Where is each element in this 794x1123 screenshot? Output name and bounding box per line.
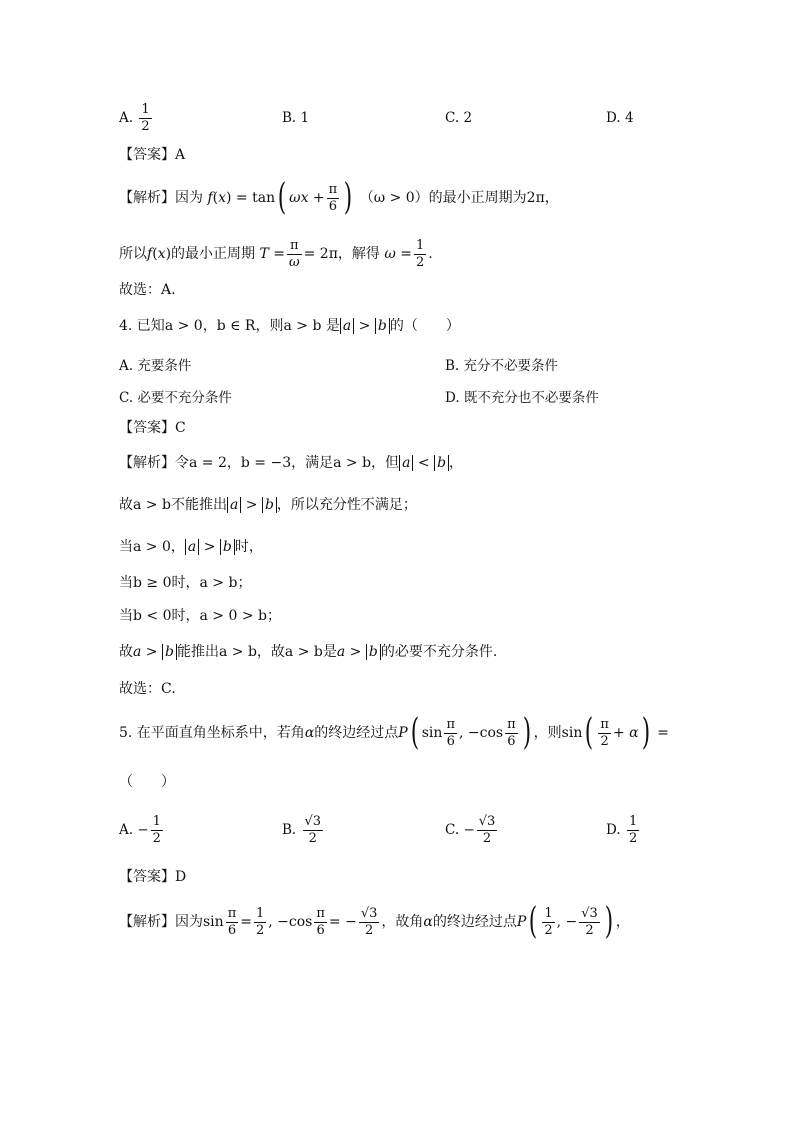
q4-analysis-line4: 当b ≥ 0时，a > b；: [119, 575, 252, 591]
fraction: $\frac{1}{2}$: [141, 102, 150, 134]
q5-answer: 【答案】D: [119, 869, 187, 885]
q4-option-a: A. 充要条件: [119, 358, 192, 374]
q4-answer: 【答案】C: [119, 420, 186, 436]
q4-analysis-line5: 当b < 0时，a > 0 > b；: [119, 608, 281, 624]
q4-stem: 4. 已知a > 0，b ∈ R，则a > b 是 a > b 的（ ）: [119, 318, 460, 334]
q3-analysis-line1: 【解析】因为 f(x) = tan( ωx + $\frac{\pi}{6}$ ) （ω > 0）的最小正周期为2π，: [119, 177, 559, 218]
q3-option-c: C. 2: [445, 110, 473, 126]
q4-analysis-line3: 当a > 0， a > b 时，: [119, 539, 263, 555]
q3-option-a: A. $\frac{1}{2}$: [119, 102, 150, 134]
q3-conclusion: 故选：A.: [119, 282, 176, 298]
q4-option-c: C. 必要不充分条件: [119, 390, 232, 406]
q4-conclusion: 故选：C.: [119, 681, 176, 697]
q3-option-b: B. 1: [282, 110, 310, 126]
q5-analysis: 【解析】因为sin $\frac{\pi}{6}$ = $\frac{1}{2}$ , −cos $\frac{\pi}{6}$ = − $\frac{√3}{2}$ ，故角α的终边经过点P( $\frac{1}{2}$ , − $\frac{√3}{2}$ ) ，: [119, 901, 630, 942]
q3-analysis-line2: 所以f(x)的最小正周期 T = $\frac{\pi}{\omega}$ = 2π，解得 ω = $\frac{1}{2}$ .: [119, 237, 433, 270]
q5-option-d: D. $\frac{1}{2}$: [606, 814, 638, 846]
q5-stem-paren: （ ）: [119, 774, 175, 790]
q4-analysis-line2: 故a > b不能推出 a > b ，所以充分性不满足；: [119, 497, 417, 513]
q5-option-a: A. − $\frac{1}{2}$: [119, 814, 161, 846]
q5-option-b: B. $\frac{√3}{2}$: [282, 814, 322, 846]
q3-option-d: D. 4: [606, 110, 634, 126]
q5-option-c: C. − $\frac{√3}{2}$: [445, 814, 496, 846]
q4-analysis-line6: 故a > b 能推出a > b，故a > b是a > b 的必要不充分条件.: [119, 644, 498, 660]
q4-analysis-line1: 【解析】令a = 2，b = −3，满足a > b，但 a < b ，: [119, 455, 464, 471]
q5-stem: 5. 在平面直角坐标系中，若角α的终边经过点P( sin $\frac{\pi}{6}$ , −cos $\frac{\pi}{6}$ ) ，则sin( $\frac{\pi}{2}$ + α) =: [119, 712, 669, 753]
q3-answer: 【答案】A: [119, 147, 186, 163]
q4-option-d: D. 既不充分也不必要条件: [445, 390, 599, 406]
q4-option-b: B. 充分不必要条件: [445, 358, 559, 374]
